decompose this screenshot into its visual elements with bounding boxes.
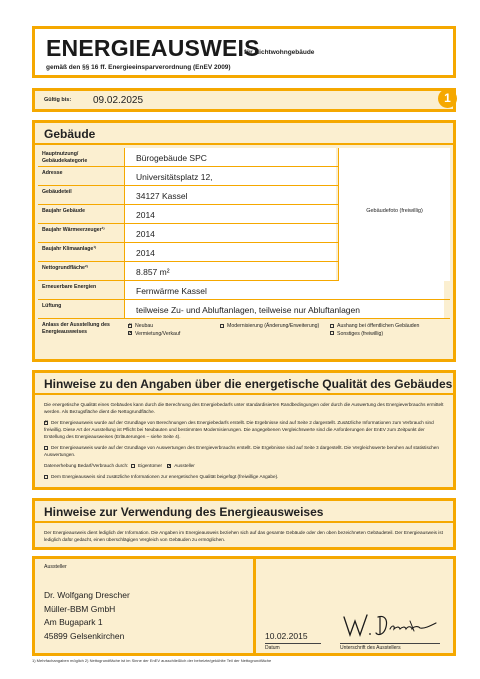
energy-notes-body (35, 395, 453, 488)
data-source-line (44, 462, 445, 469)
table-row (38, 300, 450, 319)
checkbox-icon[interactable] (44, 475, 48, 479)
validity-label: Gültig bis: (44, 97, 72, 103)
reason-text: Neubau (135, 323, 154, 329)
reason-option[interactable] (128, 323, 216, 331)
row-value: teilweise Zu- und Abluftanlagen, teilweise nur Abluftanlagen (124, 300, 444, 318)
usage-notes-text: Der Energieausweis dient lediglich der Information. Die Angaben im Energieausweis beziehen sich auf das gesamte Gebäude oder den oben bezeichneten Gebäudeteil. Der Energieausweis ist lediglich dafür gedacht, einen überschlägigen Vergleich von Gebäuden zu ermöglichen. (44, 530, 443, 543)
footnote: 1) Mehrfachangaben möglich 2) Nettogrundfläche ist im Sinne der EnEV ausschließlich der beheizte/gekühlte Teil der Nettogrundfläche (32, 658, 272, 663)
checkbox-checked-icon[interactable] (128, 331, 132, 335)
checkbox-checked-icon[interactable] (128, 324, 132, 328)
reason-text: Sonstiges (freiwillig) (337, 330, 384, 337)
validity-date: 09.02.2025 (93, 95, 144, 106)
row-value: 2014 (124, 243, 336, 261)
validity-box (32, 88, 456, 112)
energy-notes-option2[interactable] (44, 444, 445, 458)
data-source-owner: Eigentümer (138, 463, 163, 469)
signature-image (340, 609, 450, 641)
title-box (32, 26, 456, 78)
reason-text: Modernisierung (Änderung/Erweiterung) (227, 323, 320, 329)
checkbox-checked-icon[interactable] (167, 464, 171, 468)
signature-label: Unterschrift des Ausstellers (340, 645, 401, 651)
issue-date: 10.02.2015 (265, 631, 308, 641)
building-table (38, 148, 450, 343)
building-heading: Gebäude (35, 123, 453, 145)
option-text: Dem Energieausweis sind zusätzliche Informationen zur energetischen Qualität beigefügt (freiwillige Angabe). (51, 474, 279, 480)
row-value: Bürogebäude SPC (124, 148, 336, 166)
checkbox-checked-icon[interactable] (44, 421, 48, 425)
energy-notes-heading: Hinweise zu den Angaben über die energetische Qualität des Gebäudes (35, 373, 453, 395)
building-photo-placeholder: Gebäudefoto (freiwillig) (338, 148, 450, 281)
regulation-text: gemäß den §§ 16 ff. Energieeinsparverordnung (EnEV 2009) (46, 64, 231, 71)
option-text: Der Energieausweis wurde auf der Grundlage von Berechnungen des Energiebedarfs erstellt. Die Ergebnisse sind auf Seite 2 dargestellt. Zusätzliche Informationen zum Verbrauch sind freiwillig. Diese Art der Ausstellung ist Pflicht bei Neubauten und bestimmten Modernisierungen. Die angegebenen Vergleichswerte sind die Anforderungen der EnEV zum Zeitpunkt der Erstellung des Energieausweises (Erläuterungen – siehe Seite 4). (44, 420, 434, 440)
row-label: Gebäudeteil (42, 189, 72, 195)
row-label: Erneuerbare Energien (42, 284, 97, 290)
divider (253, 559, 256, 653)
usage-notes-section (32, 498, 456, 550)
row-value: 34127 Kassel (124, 186, 336, 204)
issuer-address (44, 589, 130, 643)
data-source-issuer: Aussteller (174, 463, 195, 469)
table-row (38, 281, 450, 300)
row-value: Fernwärme Kassel (124, 281, 444, 299)
row-label: Nettogrundfläche²⁾ (42, 265, 88, 271)
issuer-section (32, 556, 456, 656)
page-title: ENERGIEAUSWEIS (46, 35, 260, 61)
signature-underline (340, 643, 440, 644)
row-label: Baujahr Gebäude (42, 208, 85, 214)
row-value: 2014 (124, 205, 336, 223)
row-value: 2014 (124, 224, 336, 242)
row-label: Hauptnutzung/ Gebäudekategorie (42, 151, 88, 164)
row-label: Anlass der Ausstellung des Energieausweises (42, 322, 110, 335)
row-value: 8.857 m² (124, 262, 336, 280)
row-label: Lüftung (42, 303, 62, 309)
issuer-label: Aussteller (44, 564, 67, 570)
page-subtitle: für Nichtwohngebäude (244, 49, 315, 56)
row-label: Baujahr Wärmeerzeuger¹⁾ (42, 227, 105, 233)
reason-text: Aushang bei öffentlichen Gebäuden (337, 323, 420, 329)
reason-col (124, 319, 216, 343)
reason-option[interactable] (330, 331, 446, 339)
reason-col (216, 319, 326, 343)
row-label: Baujahr Klimaanlage¹⁾ (42, 246, 97, 252)
row-label: Adresse (42, 170, 63, 176)
energy-notes-option1[interactable] (44, 419, 445, 440)
energy-notes-option3[interactable] (44, 473, 445, 480)
option-text: Der Energieausweis wurde auf der Grundlage von Auswertungen des Energieverbrauchs erstellt. Die Ergebnisse sind auf Seite 3 dargestellt. Die Vergleichswerte beruhen auf statistischen Auswertungen. (44, 445, 439, 458)
energy-notes-intro: Die energetische Qualität eines Gebäudes kann durch die Berechnung des Energiebedarfs unter standardisierten Randbedingungen oder durch die Auswertung des Energieverbrauchs ermittelt werden. Als Bezugsfläche dient die Nettogrundfläche. (44, 402, 444, 415)
issuer-line: 45899 Gelsenkirchen (44, 630, 125, 641)
reason-text: Vermietung/Verkauf (135, 330, 181, 337)
checkbox-icon[interactable] (330, 324, 334, 328)
energy-notes-section (32, 370, 456, 490)
reason-option[interactable] (128, 331, 216, 339)
issuer-line: Müller-BBM GmbH (44, 603, 116, 614)
issuer-line: Am Bugapark 1 (44, 617, 103, 627)
row-value: Universitätsplatz 12, (124, 167, 336, 185)
checkbox-icon[interactable] (220, 324, 224, 328)
checkbox-icon[interactable] (131, 464, 135, 468)
checkbox-icon[interactable] (44, 446, 48, 450)
page-number-badge: 1 (438, 89, 457, 108)
date-underline (265, 643, 321, 644)
data-source-label: Datenerhebung Bedarf/Verbrauch durch: (44, 463, 129, 469)
energy-certificate (32, 26, 456, 667)
checkbox-icon[interactable] (330, 331, 334, 335)
reason-option[interactable] (330, 323, 446, 331)
building-section (32, 120, 456, 362)
date-label: Datum (265, 645, 280, 651)
reason-col (326, 319, 446, 343)
reason-row (38, 319, 450, 343)
issuer-line: Dr. Wolfgang Drescher (44, 590, 130, 600)
usage-notes-heading: Hinweise zur Verwendung des Energieausweises (35, 501, 453, 523)
reason-option[interactable] (220, 323, 326, 331)
